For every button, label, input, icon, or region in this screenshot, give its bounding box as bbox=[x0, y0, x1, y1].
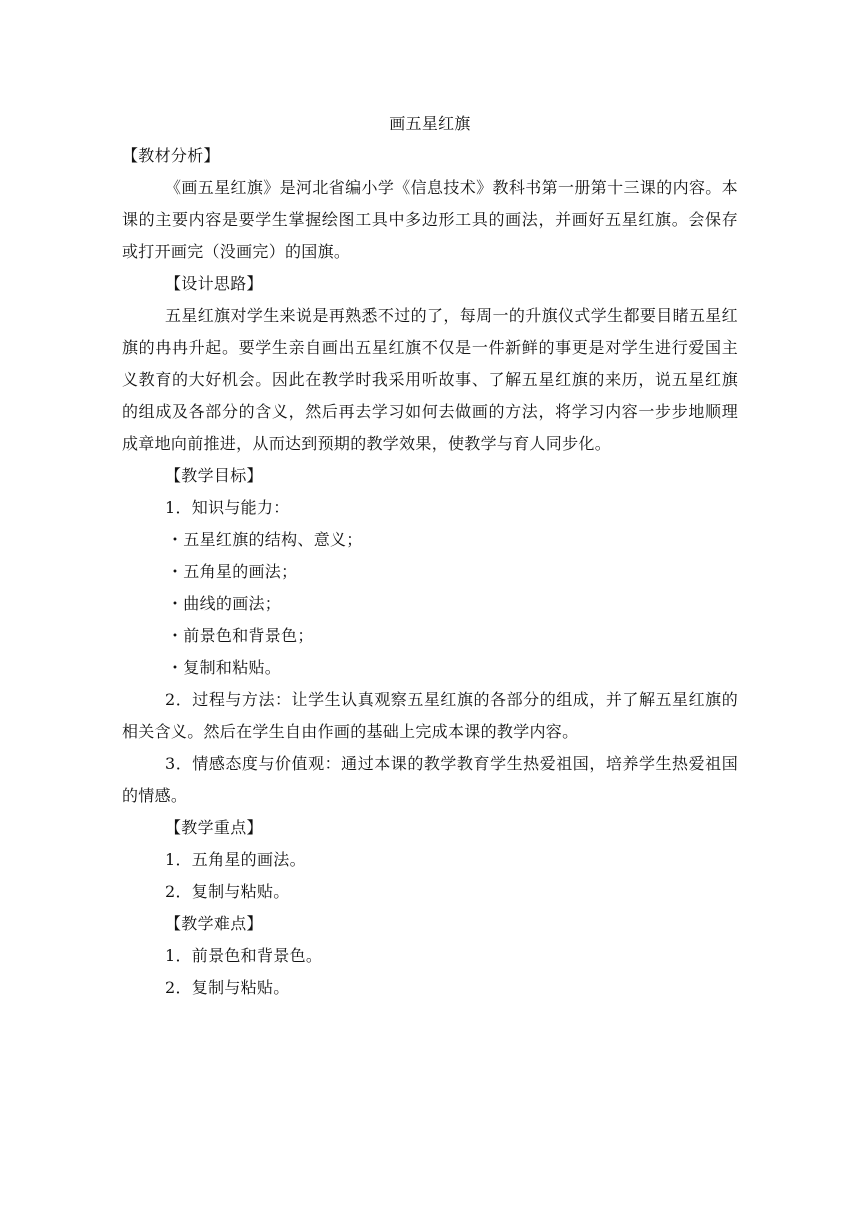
goal-bullet: ・五角星的画法； bbox=[167, 562, 298, 581]
heading-key-points: 【教学重点】 bbox=[165, 818, 263, 837]
heading-difficulties: 【教学难点】 bbox=[165, 914, 263, 933]
goal-emotion: 3．情感态度与价值观：通过本课的教学教育学生热爱祖国，培养学生热爱祖国的情感。 bbox=[122, 754, 738, 805]
heading-analysis: 【教材分析】 bbox=[122, 146, 220, 165]
goal-bullet: ・曲线的画法； bbox=[167, 594, 282, 613]
difficulty-item: 1．前景色和背景色。 bbox=[165, 946, 323, 965]
difficulty-item: 2．复制与粘贴。 bbox=[165, 978, 290, 997]
paragraph-analysis: 《画五星红旗》是河北省编小学《信息技术》教科书第一册第十三课的内容。本课的主要内容是要学生掌握绘图工具中多边形工具的画法，并画好五星红旗。会保存或打开画完（没画完）的国旗。 bbox=[122, 178, 738, 261]
document-body bbox=[122, 108, 738, 1004]
goal-process: 2．过程与方法：让学生认真观察五星红旗的各部分的组成，并了解五星红旗的相关含义。然后在学生自由作画的基础上完成本课的教学内容。 bbox=[122, 690, 738, 741]
goal-bullet: ・复制和粘贴。 bbox=[167, 658, 282, 677]
heading-design: 【设计思路】 bbox=[165, 274, 263, 293]
document-title: 画五星红旗 bbox=[389, 114, 471, 133]
goal-knowledge: 1．知识与能力： bbox=[165, 498, 290, 517]
goal-bullet: ・五星红旗的结构、意义； bbox=[167, 530, 363, 549]
paragraph-design: 五星红旗对学生来说是再熟悉不过的了，每周一的升旗仪式学生都要目睹五星红旗的冉冉升起。要学生亲自画出五星红旗不仅是一件新鲜的事更是对学生进行爱国主义教育的大好机会。因此在教学时我采用听故事、了解五星红旗的来历，说五星红旗的组成及各部分的含义，然后再去学习如何去做画的方法，将学习内容一步步地顺理成章地向前推进，从而达到预期的教学效果，使教学与育人同步化。 bbox=[122, 306, 738, 453]
heading-goals: 【教学目标】 bbox=[165, 466, 263, 485]
key-point-item: 2．复制与粘贴。 bbox=[165, 882, 290, 901]
key-point-item: 1．五角星的画法。 bbox=[165, 850, 306, 869]
goal-bullet: ・前景色和背景色； bbox=[167, 626, 314, 645]
